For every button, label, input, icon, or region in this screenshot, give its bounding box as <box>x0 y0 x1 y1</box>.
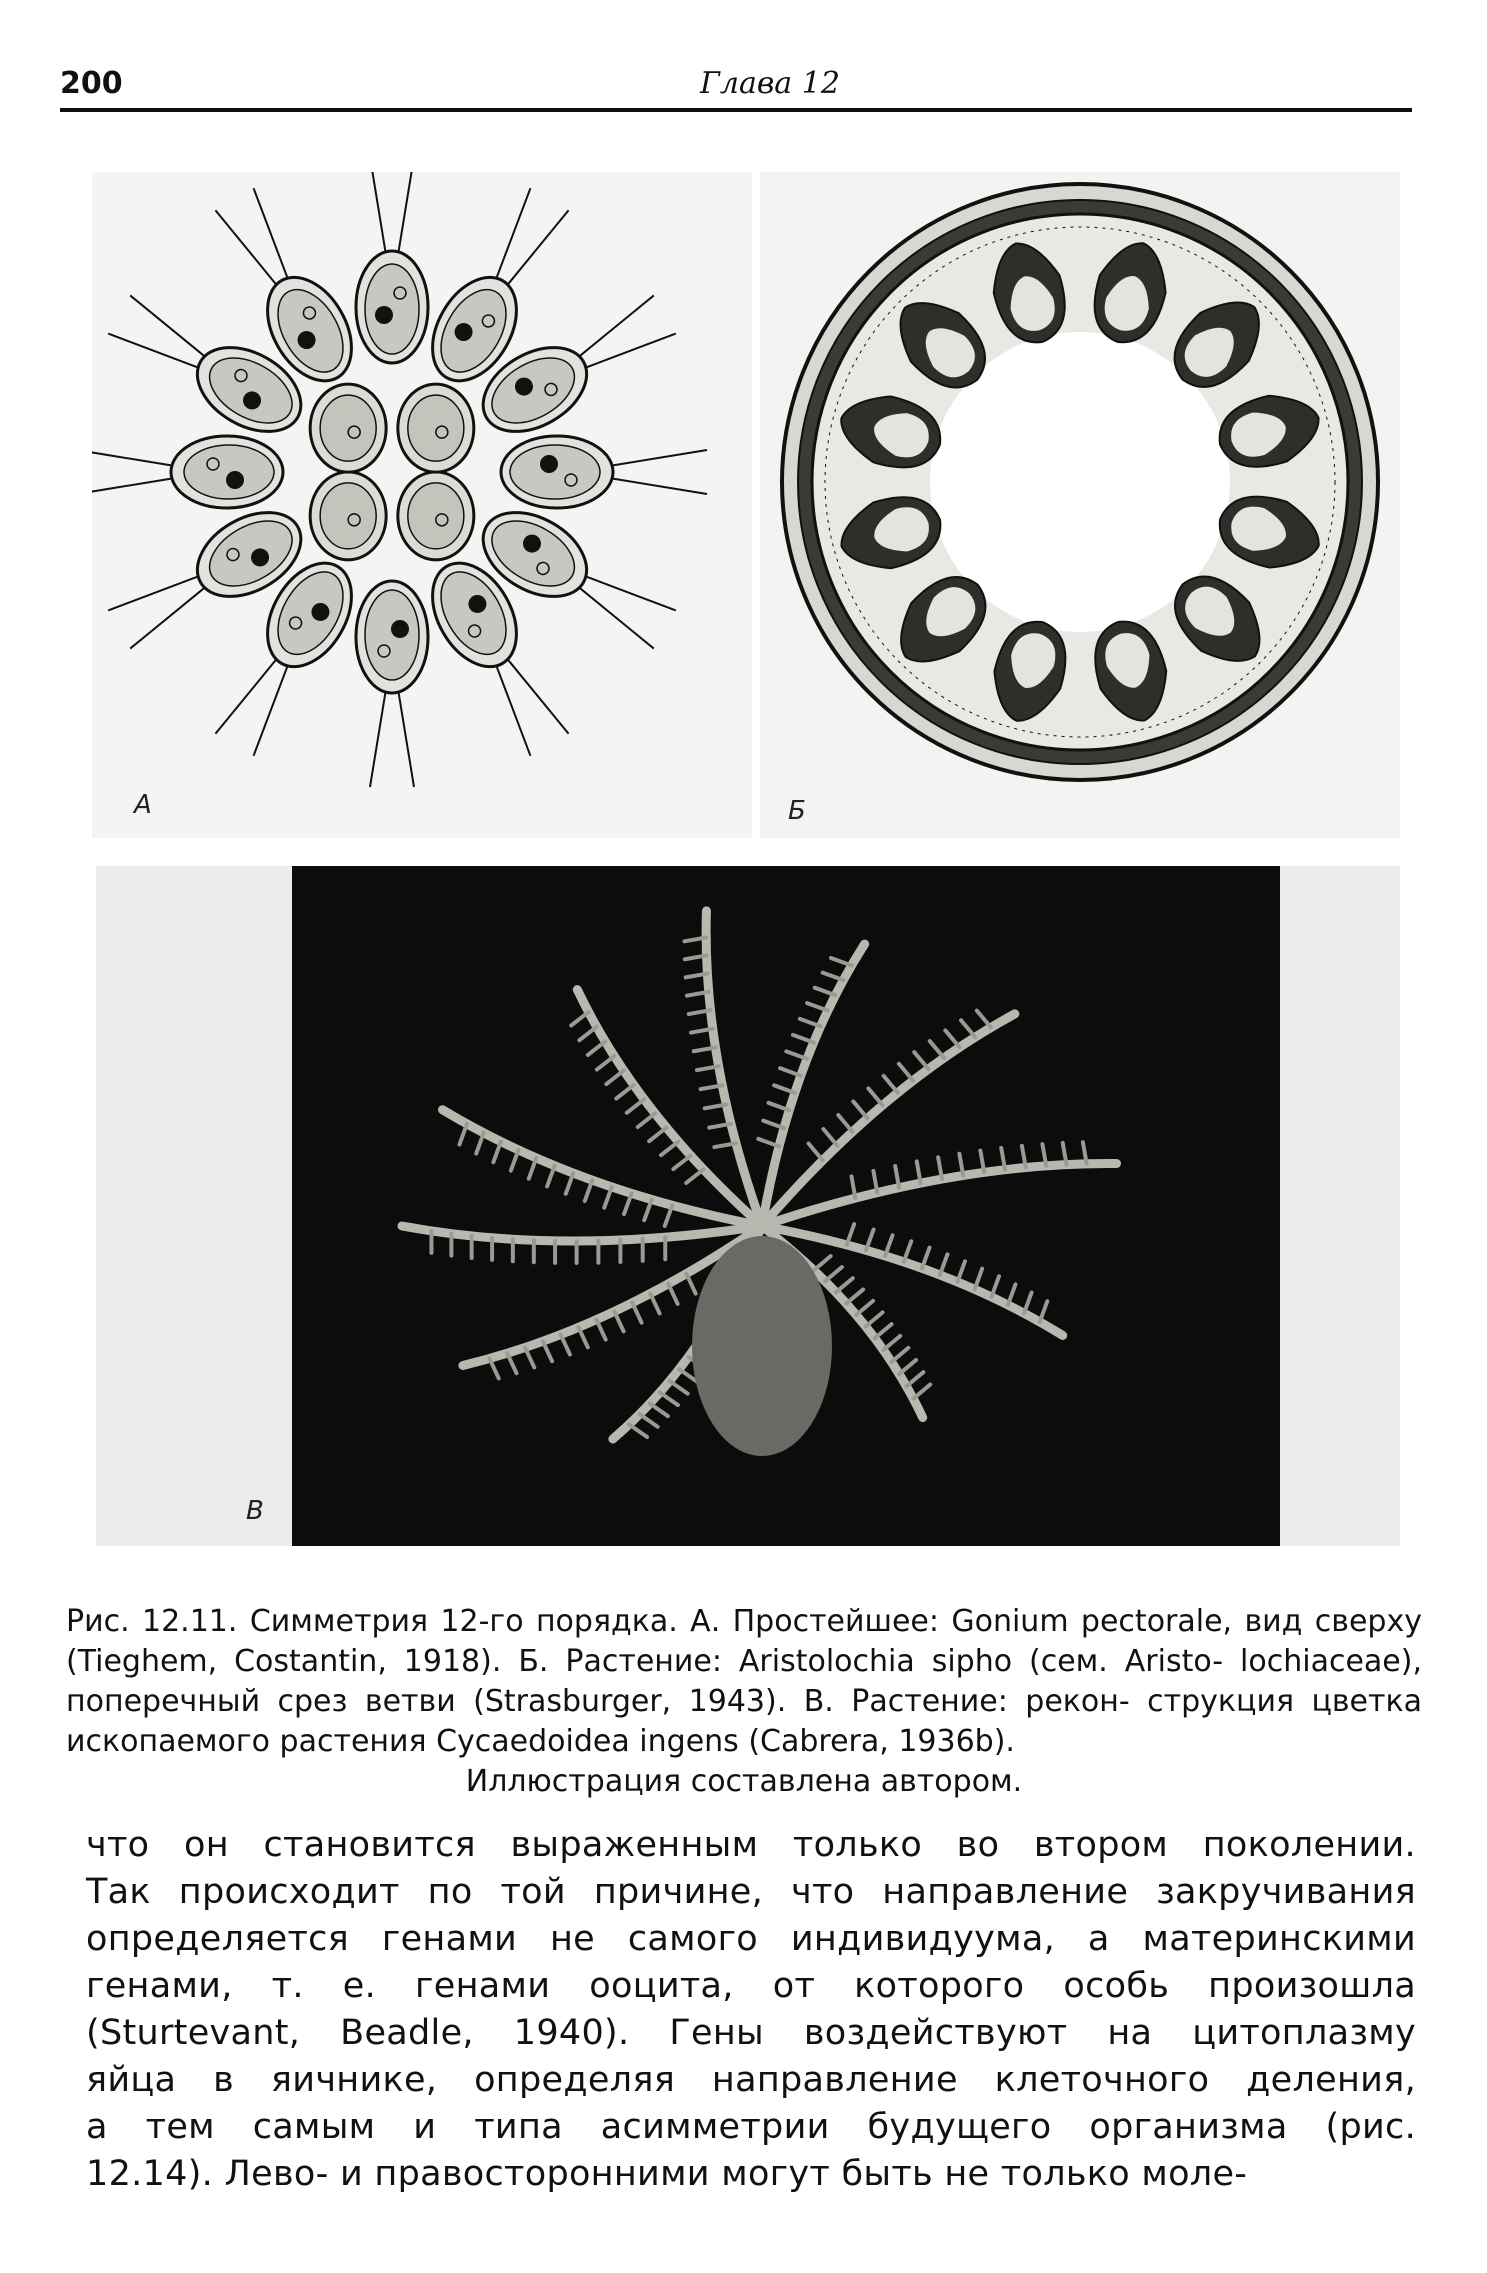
body-line: (Sturtevant, Beadle, 1940). Гены воздействуют на цитоплазму <box>86 2013 1416 2053</box>
body-paragraph <box>86 1822 1416 2198</box>
header-rule <box>60 108 1412 112</box>
body-line: яйца в яичнике, определяя направление клеточного деления, <box>86 2060 1416 2100</box>
caption-line: струкция цветка ископаемого растения Cycaedoidea ingens (Cabrera, 1936b). <box>66 1684 1422 1759</box>
cycadeoidea-photo <box>292 866 1280 1546</box>
body-line: определяется генами не самого индивидуума, а материнскими <box>86 1919 1416 1959</box>
body-line: 12.14). Лево- и правосторонними могут быть не только моле- <box>86 2154 1248 2194</box>
gonium-inner-cell <box>310 384 386 472</box>
figure-panel-a <box>92 172 752 838</box>
caption-line: Иллюстрация составлена автором. <box>465 1764 1023 1799</box>
figure-caption <box>66 1602 1422 1802</box>
body-line: Так происходит по той причине, что направление закручивания <box>86 1872 1416 1912</box>
figure-panel-v <box>96 866 1400 1546</box>
gonium-cell <box>356 172 428 363</box>
body-line: что он становится выраженным только во втором поколении. <box>86 1825 1416 1865</box>
body-line: а тем самым и типа асимметрии будущего организма (рис. <box>86 2107 1416 2147</box>
page-header <box>60 62 1412 112</box>
gonium-illustration <box>92 172 752 838</box>
leaf-blade <box>577 990 762 1226</box>
gonium-cell <box>501 436 707 508</box>
caption-line: lochiaceae), поперечный срез ветви (Strasburger, 1943). В. Растение: рекон- <box>66 1644 1422 1719</box>
leaf-blade <box>402 1226 762 1241</box>
gonium-cell <box>92 436 283 508</box>
panel-label-a: А <box>134 790 152 820</box>
photo-background <box>292 866 1280 1546</box>
running-head: Глава 12 <box>700 66 840 101</box>
gonium-inner-cell <box>398 384 474 472</box>
figure-panel-b <box>760 172 1400 838</box>
gonium-inner-cell <box>310 472 386 560</box>
body-line: генами, т. е. генами ооцита, от которого особь произошла <box>86 1966 1416 2006</box>
caption-line: Рис. 12.11. Симметрия 12-го порядка. А. Простейшее: Gonium pectorale, вид <box>66 1604 1303 1639</box>
stem-section-illustration <box>760 172 1400 838</box>
panel-label-b: Б <box>788 796 806 826</box>
gonium-inner-cell <box>398 472 474 560</box>
page-number: 200 <box>60 66 123 101</box>
gonium-cell <box>356 581 428 787</box>
panel-label-v: В <box>246 1496 264 1526</box>
flower-core <box>692 1236 832 1456</box>
caption-line: сверху (Tieghem, Costantin, 1918). Б. Растение: Aristolochia sipho (сем. Aristo- <box>66 1604 1422 1679</box>
